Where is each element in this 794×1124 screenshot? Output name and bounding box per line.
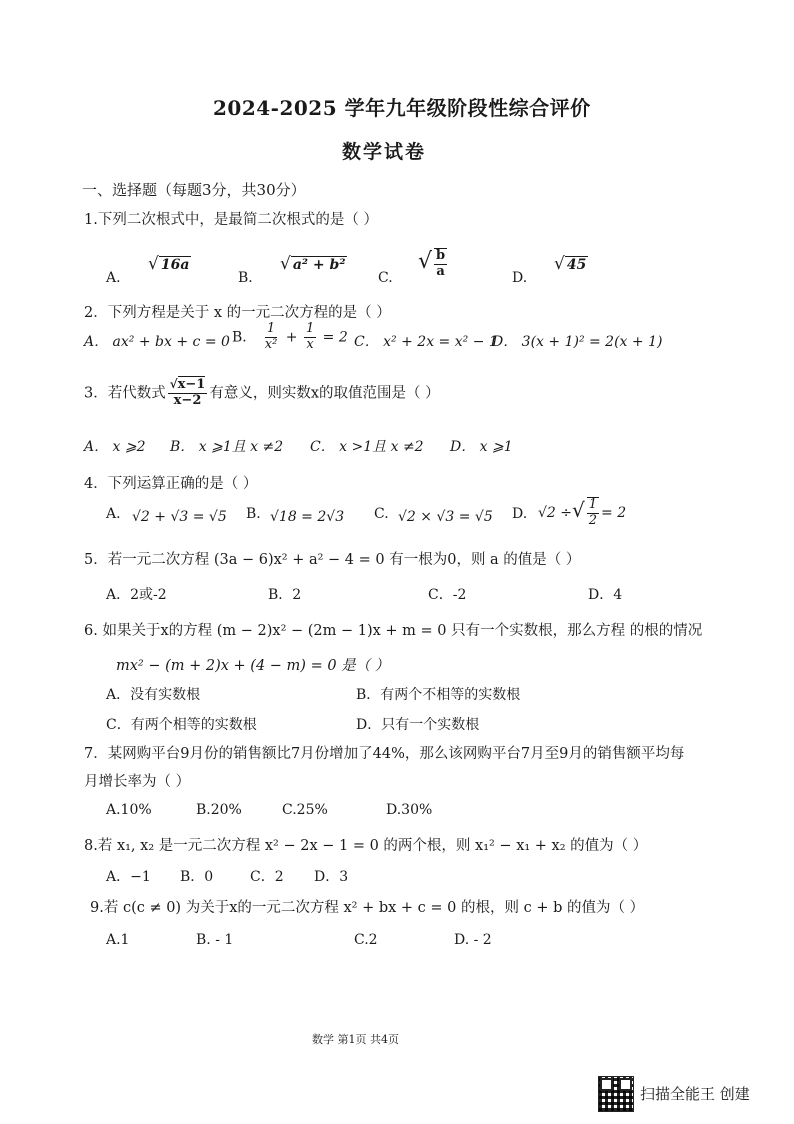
question-4-stem: 4．下列运算正确的是（ ） <box>84 476 258 492</box>
page-footer: 数学 第1页 共4页 <box>312 1033 399 1046</box>
q3-option-d: D． x ⩾1 <box>450 439 513 455</box>
q4-option-d-label: D. <box>512 506 528 522</box>
q8-option-d: D．3 <box>314 869 349 885</box>
q4-option-c-label: C. <box>374 506 389 522</box>
q4-option-d-expr: √2 ÷√ $\frac{1}{2}$ = 2 <box>538 497 627 528</box>
q5-option-b: B．2 <box>268 587 302 603</box>
q3-option-b: B． x ⩾1且 x ≠2 <box>170 439 284 455</box>
question-2-stem: 2．下列方程是关于 x 的一元二次方程的是（ ） <box>84 305 391 321</box>
q6-option-c: C．有两个相等的实数根 <box>106 717 257 733</box>
q3-option-c: C． x >1且 x ≠2 <box>310 439 424 455</box>
q7-option-d: D.30% <box>386 802 433 818</box>
question-9-stem: 9.若 c(c ≠ 0) 为关于x的一元二次方程 x² + bx + c = 0 的根，则 c + b 的值为（ ） <box>90 900 645 916</box>
q5-option-a: A．2或-2 <box>106 587 167 603</box>
q8-option-c: C．2 <box>250 869 284 885</box>
q2-option-d: D． 3(x + 1)² = 2(x + 1) <box>492 334 663 350</box>
q8-option-a: A．−1 <box>106 869 151 885</box>
q2-option-c: C． x² + 2x = x² − 1 <box>354 334 498 350</box>
q4-option-b-expr: √18 = 2√3 <box>270 509 345 525</box>
q2-option-b: B． $\frac{1}{\text{x²}}$ + $\frac{1}{x}$ = 2 <box>232 321 348 352</box>
q1-option-a-expr: √ 16a <box>148 254 190 274</box>
q9-option-a: A.1 <box>106 932 130 948</box>
q1-option-d-expr: √ 45 <box>554 254 587 274</box>
q4-option-b-label: B. <box>246 506 261 522</box>
q1-option-c-expr: √ $\frac{b}{a}$ <box>418 248 446 279</box>
exam-subtitle: 数学试卷 <box>342 141 427 163</box>
qr-code-icon <box>598 1076 634 1112</box>
q7-option-b: B.20% <box>196 802 242 818</box>
question-6-stem-equation: mx² − (m + 2)x + (4 − m) = 0 是（ ） <box>116 658 390 674</box>
q7-option-a: A.10% <box>106 802 152 818</box>
q1-option-d-label: D. <box>512 270 528 286</box>
q9-option-d: D. - 2 <box>454 932 492 948</box>
q2-option-a: A． ax² + bx + c = 0 <box>84 334 230 350</box>
q3-option-a: A． x ⩾2 <box>84 439 146 455</box>
section-heading: 一、选择题（每题3分，共30分） <box>82 181 306 199</box>
q1-option-c-label: C. <box>378 270 393 286</box>
q4-option-c-expr: √2 × √3 = √5 <box>398 509 493 525</box>
question-6-stem: 6. 如果关于x的方程 (m − 2)x² − (2m − 1)x + m = 0 只有一个实数根，那么方程 的根的情况 <box>84 623 703 639</box>
scanner-watermark: 扫描全能王 创建 <box>640 1085 750 1103</box>
q4-option-a-label: A. <box>106 506 121 522</box>
question-3-stem: 3．若代数式 $\frac{√x-1}{x-2}$ 有意义，则实数x的取值范围是（ ） <box>84 377 440 408</box>
q1-option-b-label: B. <box>238 270 253 286</box>
question-5-stem: 5．若一元二次方程 (3a − 6)x² + a² − 4 = 0 有一根为0，则 a 的值是（ ） <box>84 552 581 568</box>
question-8-stem: 8.若 x₁, x₂ 是一元二次方程 x² − 2x − 1 = 0 的两个根，则 x₁² − x₁ + x₂ 的值为（ ） <box>84 838 648 854</box>
q5-option-c: C．-2 <box>428 587 467 603</box>
q9-option-c: C.2 <box>354 932 378 948</box>
question-7-stem-line2: 月增长率为（ ） <box>84 774 191 790</box>
q5-option-d: D．4 <box>588 587 623 603</box>
question-7-stem: 7．某网购平台9月份的销售额比7月份增加了44%，那么该网购平台7月至9月的销售额平均每 <box>84 746 685 762</box>
q1-option-b-expr: √ a² + b² <box>280 254 346 274</box>
q7-option-c: C.25% <box>282 802 328 818</box>
q6-option-b: B．有两个不相等的实数根 <box>356 687 521 703</box>
question-1-stem: 1.下列二次根式中，是最简二次根式的是（ ） <box>84 212 378 228</box>
q6-option-a: A．没有实数根 <box>106 687 201 703</box>
q9-option-b: B. - 1 <box>196 932 234 948</box>
q6-option-d: D．只有一个实数根 <box>356 717 480 733</box>
q8-option-b: B．0 <box>180 869 214 885</box>
q1-option-a-label: A. <box>106 270 121 286</box>
q4-option-a-expr: √2 + √3 = √5 <box>132 509 227 525</box>
exam-title: 2024-2025 学年九年级阶段性综合评价 <box>213 96 591 120</box>
